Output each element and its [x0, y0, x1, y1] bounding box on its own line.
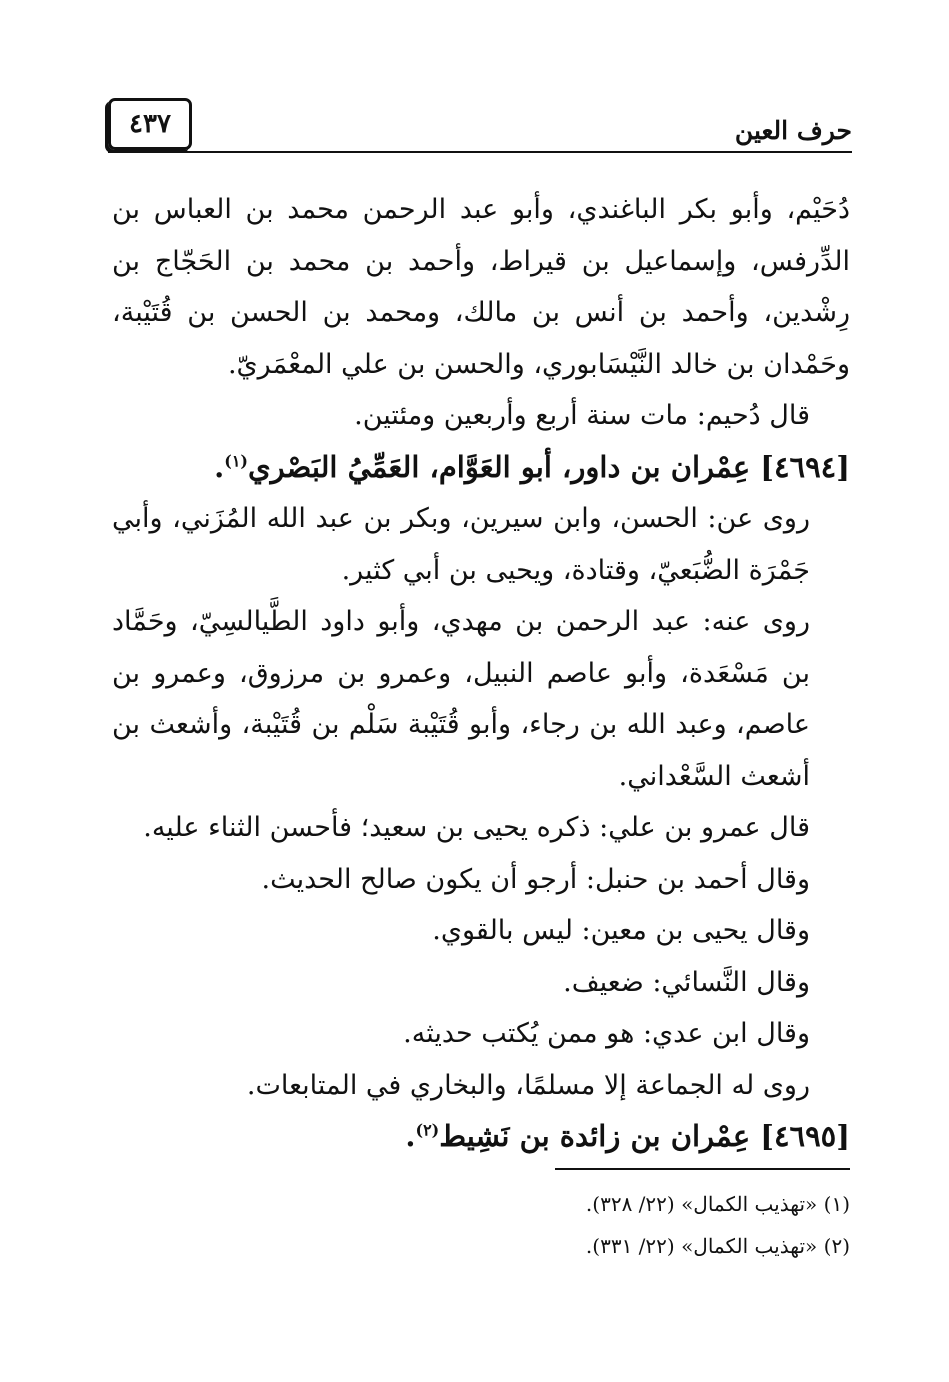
paragraph-quote-nasai: وقال النَّسائي: ضعيف.: [563, 966, 810, 998]
paragraph-quote-ibn-adi: وقال ابن عدي: هو ممن يُكتب حديثه.: [403, 1018, 810, 1049]
paragraph-quote-amr: قال عمرو بن علي: ذكره يحيى بن سعيد؛ فأحسن الثناء عليه.: [143, 812, 810, 843]
entry-heading-end: .: [405, 1119, 416, 1153]
chapter-title: حرف العين: [734, 116, 852, 145]
footnote-1: (١) «تهذيب الكمال» (٢٢/ ٣٢٨).: [585, 1192, 850, 1216]
paragraph-narrated-by: روى عنه: عبد الرحمن بن مهدي، وأبو داود الطَّيالسِيّ، وحَمَّاد بن مَسْعَدة، وأبو عاصم النبيل، وعمرو بن مرزوق، وعمرو بن عاصم، وعبد الله بن رجاء، وأبو قُتَيْبة سَلْم بن قُتَيْبة، وأشعث بن أشعث السَّعْداني.: [112, 606, 810, 792]
paragraph-narrated-from: روى عن: الحسن، وابن سيرين، وبكر بن عبد الله المُزَني، وأبي جَمْرَة الضُّبَعيّ، وقتادة، ويحيى بن أبي كثير.: [112, 503, 810, 586]
footnote-marker: (١): [224, 450, 248, 470]
footnote-rule: [555, 1168, 850, 1170]
header-rule: [108, 151, 852, 153]
paragraph-quote-yahya: وقال يحيى بن معين: ليس بالقوي.: [432, 915, 810, 946]
entry-heading-4694: [112, 442, 850, 494]
footnote-2: (٢) «تهذيب الكمال» (٢٢/ ٣٣١).: [585, 1234, 850, 1258]
entry-heading-text: [٤٦٩٤] عِمْران بن داور، أبو العَوَّام، العَمِّيُ البَصْري: [247, 449, 850, 484]
entry-heading-end: .: [214, 449, 225, 484]
paragraph-narrated-by-group: روى له الجماعة إلا مسلمًا، والبخاري في المتابعات.: [246, 1069, 810, 1101]
entry-heading-4695: [112, 1111, 850, 1163]
page-header: [108, 96, 852, 156]
paragraph-death-date: قال دُحيم: مات سنة أربع وأربعين ومئتين.: [354, 400, 810, 431]
paragraph-narrators-list: دُحَيْم، وأبو بكر الباغندي، وأبو عبد الرحمن محمد بن العباس بن الدِّرفس، وإسماعيل بن قيراط، وأحمد بن محمد بن الحَجّاج بن رِشْدين، وأحمد بن أنس بن مالك، ومحمد بن الحسن بن قُتَيْبة، وحَمْدان بن خالد النَّيْسَابوري، والحسن بن علي المعْمَريّ.: [112, 194, 850, 380]
footnotes: [350, 1183, 850, 1267]
entry-heading-text: [٤٦٩٥] عِمْران بن زائدة بن نَشِيط: [439, 1119, 850, 1153]
page-number-box: [108, 98, 192, 150]
page-number: ٤٣٧: [129, 109, 171, 139]
footnote-marker: (٢): [415, 1120, 440, 1140]
main-text: [112, 184, 850, 1163]
paragraph-quote-ahmad: وقال أحمد بن حنبل: أرجو أن يكون صالح الحديث.: [261, 863, 810, 895]
